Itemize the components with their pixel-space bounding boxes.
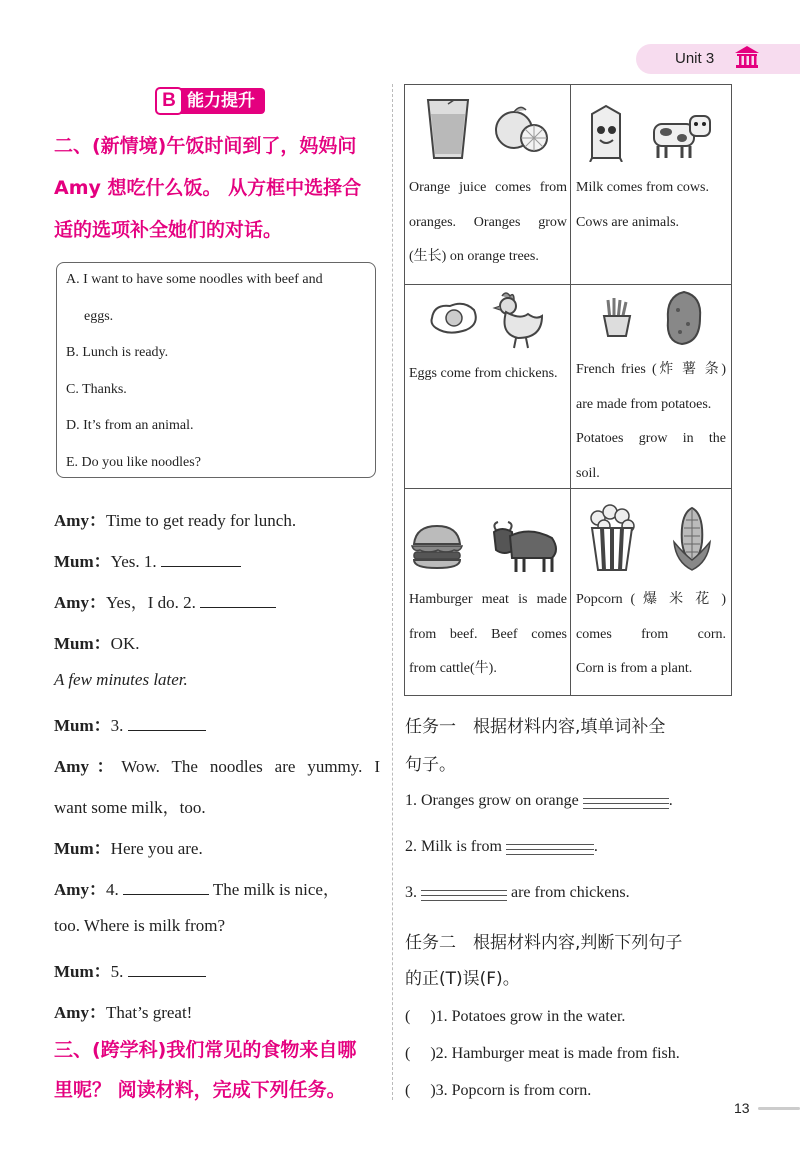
q-text: 3. xyxy=(405,884,417,901)
section2-line2: Amy 想吃什么饭。 从方框中选择合 xyxy=(54,177,362,199)
cell-orange-text xyxy=(409,171,567,275)
stage-direction: A few minutes later. xyxy=(54,670,188,689)
option-e: E. Do you like noodles? xyxy=(66,455,201,470)
task2-item[interactable]: ( )2. Hamburger meat is made from fish. xyxy=(405,1045,680,1062)
option-d: D. It’s from an animal. xyxy=(66,418,194,433)
potato-icon xyxy=(664,290,704,350)
q-text: . xyxy=(593,838,598,855)
q-text: 1. Oranges grow on orange xyxy=(405,792,579,809)
dialogue-line xyxy=(54,588,276,613)
task1-q3 xyxy=(405,884,630,902)
unit-tab xyxy=(636,44,800,74)
table-hline xyxy=(404,284,732,285)
dialogue-line xyxy=(54,629,139,654)
cell-line: Orange juice comes from xyxy=(409,180,567,195)
column-divider xyxy=(392,84,393,1100)
dialogue-line xyxy=(54,711,206,736)
cell-line: comes from corn. xyxy=(576,626,726,642)
section2-line3: 适的选项补全她们的对话。 xyxy=(54,219,283,241)
cell-line: Corn is from a plant. xyxy=(576,661,693,676)
line-text: OK. xyxy=(110,634,140,653)
table-vline xyxy=(570,84,571,696)
page-bar xyxy=(758,1107,800,1110)
cell-line: Milk comes from cows. xyxy=(576,180,709,195)
separator: ： xyxy=(93,962,111,981)
line-text: 3. xyxy=(110,716,124,735)
dialogue-line xyxy=(54,834,203,859)
hamburger-icon xyxy=(410,522,464,576)
cell-fries-text xyxy=(576,353,726,491)
dialogue-line xyxy=(54,547,241,572)
dialogue-line xyxy=(54,957,206,982)
dialogue-line xyxy=(54,752,380,777)
separator: ： xyxy=(93,716,111,735)
line-text: Yes，I do. 2. xyxy=(105,593,196,612)
cell-line: (生长) on orange trees. xyxy=(409,249,539,264)
task1-title: 任务一 根据材料内容,填单词补全 xyxy=(405,717,666,737)
milk-carton-icon xyxy=(586,104,626,166)
task1-q1 xyxy=(405,792,673,810)
separator: ： xyxy=(93,552,111,571)
cell-popcorn-text xyxy=(576,583,726,687)
separator: ： xyxy=(88,1003,106,1022)
speaker: Mum xyxy=(54,716,94,735)
answer-blank-4[interactable] xyxy=(123,878,209,895)
dialogue-line xyxy=(54,998,192,1023)
line-text: That’s great! xyxy=(105,1003,193,1022)
cattle-icon xyxy=(490,516,562,580)
cell-line: Popcorn ( 爆 米 花 ) xyxy=(576,592,726,607)
task1-q2 xyxy=(405,838,598,856)
dialogue-line xyxy=(54,506,296,531)
answer-lines[interactable] xyxy=(583,794,669,809)
french-fries-icon xyxy=(602,296,632,342)
section3-line1: 三、(跨学科)我们常见的食物来自哪 xyxy=(54,1039,357,1061)
option-a-cont: eggs. xyxy=(84,309,114,324)
cell-line: soil. xyxy=(576,465,600,481)
unit-label: Unit 3 xyxy=(675,50,715,67)
badge-title: 能力提升 xyxy=(181,88,265,114)
task2-title-cont: 的正(T)误(F)。 xyxy=(405,969,520,989)
cell-line: from cattle(牛). xyxy=(409,661,497,676)
answer-lines[interactable] xyxy=(506,840,594,855)
separator: ： xyxy=(88,757,122,776)
line-text-after: The milk is nice， xyxy=(212,880,340,899)
speaker: Amy xyxy=(54,757,89,776)
speaker: Amy xyxy=(54,511,89,530)
q-text: are from chickens. xyxy=(511,884,630,901)
cell-line: Cows are animals. xyxy=(576,214,680,230)
cell-line: Hamburger meat is made xyxy=(409,592,567,607)
line-text: Wow. The noodles are yummy. I xyxy=(121,757,381,776)
speaker: Mum xyxy=(54,552,94,571)
dialogue-line xyxy=(54,875,340,900)
separator: ： xyxy=(93,634,111,653)
line-text: 5. xyxy=(110,962,124,981)
option-b: B. Lunch is ready. xyxy=(66,345,169,360)
page-number: 13 xyxy=(734,1100,750,1116)
badge-letter: B xyxy=(155,87,183,115)
dialogue-line-cont: want some milk，too. xyxy=(54,798,206,817)
speaker: Amy xyxy=(54,593,89,612)
speaker: Mum xyxy=(54,839,94,858)
cell-eggs-text xyxy=(409,357,567,392)
option-a: A. I want to have some noodles with beef and xyxy=(66,272,323,287)
separator: ： xyxy=(88,880,106,899)
speaker: Mum xyxy=(54,634,94,653)
cell-line: oranges. Oranges grow xyxy=(409,214,567,230)
cell-milk-text xyxy=(576,171,726,240)
fried-egg-icon xyxy=(428,300,480,340)
answer-blank-3[interactable] xyxy=(128,714,206,731)
task2-item[interactable]: ( )1. Potatoes grow in the water. xyxy=(405,1008,626,1025)
dialogue-line-cont: too. Where is milk from? xyxy=(54,916,226,935)
section2-line1: 二、(新情境)午饭时间到了，妈妈问 xyxy=(54,135,357,157)
separator: ： xyxy=(88,593,106,612)
section-badge xyxy=(155,87,265,115)
options-box xyxy=(56,262,376,478)
cell-line: Eggs come from chickens. xyxy=(409,366,558,381)
q-text: . xyxy=(668,792,673,809)
separator: ： xyxy=(88,511,106,530)
answer-blank-1[interactable] xyxy=(161,550,241,567)
cell-line: are made from potatoes. xyxy=(576,396,712,412)
cell-line: French fries (炸 薯 条) xyxy=(576,362,726,377)
chicken-icon xyxy=(492,290,548,354)
speaker: Amy xyxy=(54,1003,89,1022)
task2-item[interactable]: ( )3. Popcorn is from corn. xyxy=(405,1082,592,1099)
cow-icon xyxy=(648,108,714,164)
cell-hamburger-text xyxy=(409,583,567,687)
answer-blank-2[interactable] xyxy=(200,591,276,608)
speaker: Mum xyxy=(54,962,94,981)
building-icon xyxy=(733,44,761,74)
option-c: C. Thanks. xyxy=(66,382,127,397)
separator: ： xyxy=(93,839,111,858)
cell-line: from beef. Beef comes xyxy=(409,626,567,642)
line-text: 4. xyxy=(105,880,119,899)
task2-title: 任务二 根据材料内容,判断下列句子 xyxy=(405,933,683,953)
cell-line: Potatoes grow in the xyxy=(576,431,726,446)
task1-title-cont: 句子。 xyxy=(405,755,456,775)
speaker: Amy xyxy=(54,880,89,899)
answer-lines[interactable] xyxy=(421,886,507,901)
juice-glass-icon xyxy=(424,96,472,166)
corn-icon xyxy=(672,506,712,576)
line-text: Time to get ready for lunch. xyxy=(105,511,297,530)
line-text: Here you are. xyxy=(110,839,203,858)
popcorn-icon xyxy=(588,504,636,576)
orange-fruit-icon xyxy=(492,104,550,160)
section3-line2: 里呢？ 阅读材料，完成下列任务。 xyxy=(54,1079,346,1101)
line-text: Yes. 1. xyxy=(110,552,157,571)
answer-blank-5[interactable] xyxy=(128,960,206,977)
q-text: 2. Milk is from xyxy=(405,838,502,855)
